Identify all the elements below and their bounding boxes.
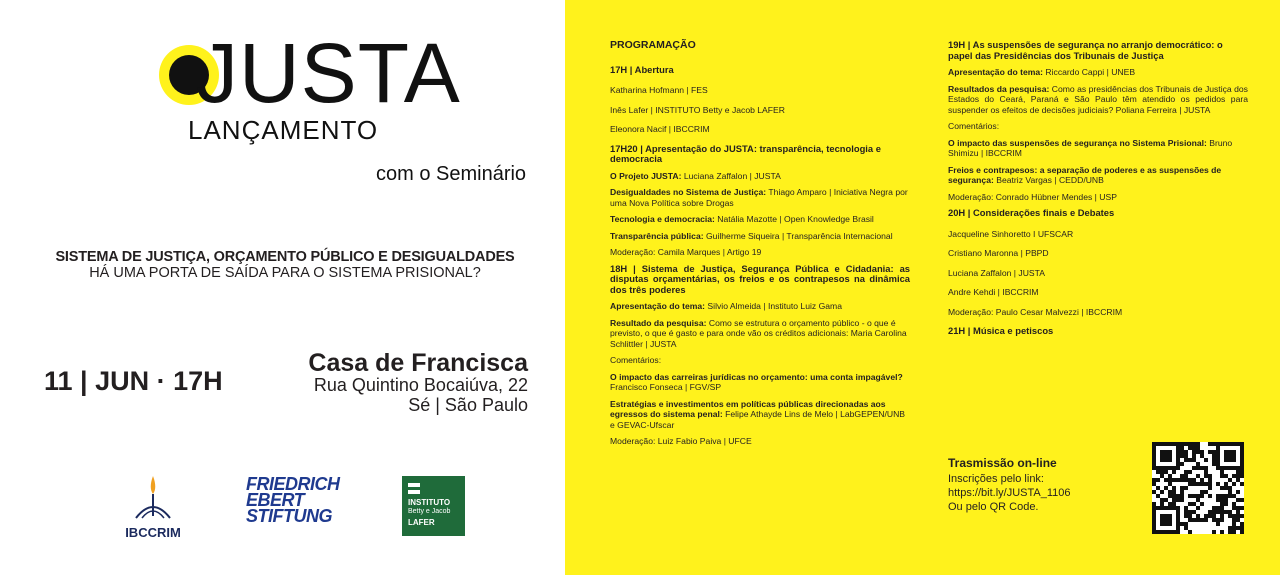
item-text: Guilherme Siqueira | Transparência Internacional [703,230,893,241]
session-5-item: Jacqueline Sinhoretto I UFSCAR [948,228,1074,239]
left-panel [0,0,565,575]
item-label: Tecnologia e democracia: [610,214,715,224]
qr-code-icon[interactable] [1152,442,1244,534]
program-column-1 [610,40,910,453]
event-datetime: 11 | JUN · 17H [44,366,223,396]
venue-name: Casa de Francisca [308,349,528,377]
item-text: Beatriz Vargas | CEDD/UNB [993,175,1104,185]
lafer-line-1: INSTITUTO [408,498,451,507]
venue-address: Rua Quintino Bocaiúva, 22 [313,375,528,395]
event-subheadline: HÁ UMA PORTA DE SAÍDA PARA O SISTEMA PRISIONAL? [89,265,481,281]
session-4-title: 19H | As suspensões de segurança no arranjo democrático: o papel das Presidências dos Tribunais de Justiça [948,39,1223,61]
fes-line-2: EBERT [246,490,305,510]
item-label: Resultado da pesquisa: [610,317,707,328]
fes-line-1: FRIEDRICH [246,474,340,494]
session-3-comments: Comentários: [610,355,662,365]
stream-link[interactable]: https://bit.ly/JUSTA_1106 [948,487,1071,499]
session-5-item: Andre Kehdi | IBCCRIM [948,287,1039,297]
session-4-item [948,84,1248,116]
item-label: O impacto das carreiras jurídicas no orçamento: uma conta impagável? [610,371,903,382]
item-label: Apresentação do tema: [610,301,706,311]
stream-line-3: Ou pelo QR Code. [948,501,1039,513]
venue-city: Sé | São Paulo [408,395,528,415]
lafer-line-3: LAFER [408,518,435,527]
session-1-item: Inês Lafer | INSTITUTO Betty e Jacob LAFER [610,104,785,115]
session-5-moderation: Moderação: Paulo Cesar Malvezzi | IBCCRIM [948,306,1123,317]
session-1-item: Katharina Hofmann | FES [610,85,708,95]
session-1-item: Eleonora Nacif | IBCCRIM [610,124,710,134]
session-3-item [610,372,910,393]
session-3-moderation: Moderação: Luiz Fabio Paiva | UFCE [610,436,752,446]
item-text: Francisco Fonseca | FGV/SP [610,382,722,392]
launch-label: LANÇAMENTO [188,115,379,145]
item-label: Resultados da pesquisa: [948,83,1050,94]
program-title: PROGRAMAÇÃO [610,39,696,51]
session-2-item [610,231,910,242]
session-2-item [610,187,910,208]
item-label: Transparência pública: [610,230,704,241]
session-3-item [610,318,910,350]
item-label: Freios e contrapesos: a separação de poderes e as suspensões de segurança: [948,164,1222,185]
session-1-title: 17H | Abertura [610,63,674,75]
item-label: O Projeto JUSTA: [610,170,682,181]
session-4-item [948,67,1248,78]
stream-info [948,456,1128,514]
item-label: Estratégias e investimentos em políticas públicas direcionadas aos egressos do sistema penal: [610,398,886,419]
lafer-line-2: Betty e Jacob [408,508,451,515]
session-2-item [610,214,910,225]
session-5-title: 20H | Considerações finais e Debates [948,207,1115,218]
item-text: Bruno Shimizu | IBCCRIM [948,137,1233,158]
fes-logo [246,476,346,524]
item-text: Como se estrutura o orçamento público - o que é previsto, o que é gasto e para onde vão os créditos adicionais: Maria Carolina Schlittler | JUSTA [610,317,907,349]
lafer-mark-icon [408,483,420,487]
logo-wordmark: JUSTA [196,26,461,120]
item-label: Desigualdades no Sistema de Justiça: [610,187,767,197]
item-text: Luciana Zaffalon | JUSTA [681,170,781,181]
session-4-item [948,165,1248,186]
item-label: O impacto das suspensões de segurança no Sistema Prisional: [948,137,1207,148]
item-text: Riccardo Cappi | UNEB [1043,67,1136,77]
program-column-2 [948,40,1248,343]
lafer-logo [402,476,465,536]
session-4-moderation: Moderação: Conrado Hübner Mendes | USP [948,191,1117,202]
event-headline: SISTEMA DE JUSTIÇA, ORÇAMENTO PÚBLICO E DESIGUALDADES [55,249,515,265]
session-4-comments: Comentários: [948,121,1000,131]
session-2-moderation: Moderação: Camila Marques | Artigo 19 [610,247,762,257]
item-label: Apresentação do tema: [948,67,1044,77]
seminar-label: com o Seminário [376,163,527,185]
ibccrim-name: IBCCRIM [125,525,181,540]
ibccrim-logo [112,474,194,540]
session-2-item [610,171,910,182]
session-5-item: Luciana Zaffalon | JUSTA [948,267,1045,278]
ibccrim-emblem-icon [112,474,194,522]
item-text: Felipe Athayde Lins de Melo | LabGEPEN/UNB e GEVAC-Ufscar [610,409,906,430]
session-3-item [610,399,910,431]
session-2-title: 17H20 | Apresentação do JUSTA: transparência, tecnologia e democracia [610,142,881,164]
fes-line-3: STIFTUNG [246,506,332,526]
item-text: Como as presidências dos Tribunais de Justiça dos Estados do Ceará, Paraná e São Paulo têm atendido os pedidos para suspender os efeitos de decisões judiciais? Poliana Ferreira | JUSTA [948,83,1248,115]
session-4-item [948,138,1248,159]
session-3-item [610,301,910,312]
item-text: Natália Mazotte | Open Knowledge Brasil [714,214,874,224]
stream-line-1: Inscrições pelo link: [948,473,1044,485]
session-6-title: 21H | Música e petiscos [948,325,1054,336]
stream-title: Trasmissão on-line [948,456,1057,470]
session-3-title: 18H | Sistema de Justiça, Segurança Pública e Cidadania: as disputas orçamentárias, os freios e os contrapesos na dinâmica dos três poderes [610,262,910,295]
lafer-mark2-icon [408,490,420,494]
item-text: Thiago Amparo | Iniciativa Negra por uma Nova Política sobre Drogas [610,187,908,208]
session-5-item: Cristiano Maronna | PBPD [948,248,1049,258]
item-text: Silvio Almeida | Instituto Luiz Gama [705,301,842,311]
